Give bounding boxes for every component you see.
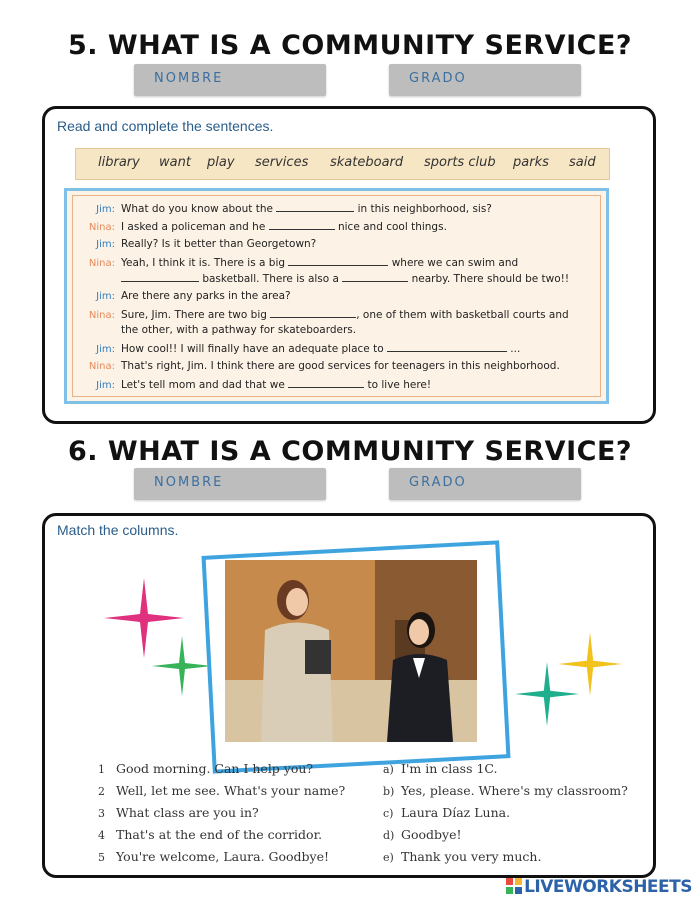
dialogue-text: Are there any parks in the area? — [121, 290, 291, 302]
speaker-label: Jim: — [96, 291, 115, 302]
match-text: You're welcome, Laura. Goodbye! — [116, 849, 330, 864]
speaker-label: Jim: — [96, 380, 115, 391]
match-right-item[interactable] — [383, 849, 541, 864]
match-number: b) — [383, 785, 395, 798]
dialogue-line — [73, 290, 291, 302]
word-bank-item: sports club — [424, 155, 496, 170]
dialogue-box — [64, 188, 609, 404]
speaker-label: Nina: — [88, 310, 115, 321]
match-left-item[interactable] — [98, 827, 322, 842]
name-label-5: NOMBRE — [154, 71, 224, 86]
match-number: 3 — [98, 807, 105, 820]
dialogue-text: I asked a policeman and he — [121, 221, 269, 233]
word-bank-item: library — [98, 155, 140, 170]
match-number: e) — [383, 851, 394, 864]
word-bank-item: parks — [513, 155, 549, 170]
name-field-6[interactable] — [134, 468, 326, 500]
match-right-item[interactable] — [383, 761, 498, 776]
match-text: Well, let me see. What's your name? — [116, 783, 346, 798]
school-photo — [225, 560, 477, 742]
dialogue-line — [73, 342, 520, 355]
dialogue-text: nice and cool things. — [334, 221, 447, 233]
match-number: a) — [383, 763, 394, 776]
answer-blank[interactable] — [342, 272, 408, 282]
dialogue-text: How cool!! I will finally have an adequate place to — [121, 343, 387, 355]
section6-title: 6. WHAT IS A COMMUNITY SERVICE? — [67, 436, 633, 467]
liveworksheets-logo-icon — [506, 878, 522, 894]
section5-title: 5. WHAT IS A COMMUNITY SERVICE? — [67, 30, 633, 61]
word-bank-item: skateboard — [330, 155, 404, 170]
name-field-5[interactable] — [134, 64, 326, 96]
grade-label-5: GRADO — [409, 71, 467, 86]
liveworksheets-brand: LIVEWORKSHEETS — [524, 877, 692, 897]
dialogue-text: , one of them with basketball courts and — [356, 309, 569, 321]
dialogue-line — [73, 256, 518, 269]
match-right-item[interactable] — [383, 805, 510, 820]
answer-blank[interactable] — [270, 308, 356, 318]
green-sparkle-icon — [152, 636, 212, 696]
match-text: Good morning. Can I help you? — [116, 761, 314, 776]
grade-field-5[interactable] — [389, 64, 581, 96]
answer-blank[interactable] — [269, 220, 335, 230]
match-right-item[interactable] — [383, 783, 628, 798]
dialogue-text: in this neighborhood, sis? — [354, 203, 492, 215]
match-text: Thank you very much. — [401, 849, 542, 864]
match-number: 2 — [98, 785, 105, 798]
word-bank-item: services — [255, 155, 309, 170]
speaker-label: Jim: — [96, 204, 115, 215]
match-left-item[interactable] — [98, 761, 313, 776]
dialogue-line — [73, 238, 316, 250]
dialogue-line — [73, 272, 569, 285]
speaker-label: Jim: — [96, 344, 115, 355]
dialogue-text: Really? Is it better than Georgetown? — [121, 238, 317, 250]
teal-sparkle-icon — [515, 662, 579, 726]
match-text: I'm in class 1C. — [401, 761, 498, 776]
dialogue-line — [73, 308, 569, 321]
match-number: c) — [383, 807, 394, 820]
match-left-item[interactable] — [98, 783, 345, 798]
dialogue-line — [73, 378, 431, 391]
answer-blank[interactable] — [288, 256, 388, 266]
dialogue-text: What do you know about the — [121, 203, 277, 215]
speaker-label: Nina: — [88, 258, 115, 269]
match-text: Laura Díaz Luna. — [401, 805, 511, 820]
dialogue-text: basketball. There is also a — [199, 273, 343, 285]
match-number: 5 — [98, 851, 105, 864]
dialogue-text: where we can swim and — [388, 257, 519, 269]
match-text: Goodbye! — [401, 827, 462, 842]
match-number: 4 — [98, 829, 105, 842]
speaker-label: Jim: — [96, 239, 115, 250]
match-left-item[interactable] — [98, 849, 329, 864]
dialogue-text: nearby. There should be two!! — [408, 273, 570, 285]
liveworksheets-logo[interactable] — [506, 877, 692, 897]
answer-blank[interactable] — [276, 202, 354, 212]
word-bank-item: said — [569, 155, 596, 170]
section6-instruction: Match the columns. — [57, 522, 179, 538]
dialogue-text: to live here! — [364, 379, 432, 391]
dialogue-text: That's right, Jim. I think there are good services for teenagers in this neighborhood. — [121, 360, 560, 372]
section5-instruction: Read and complete the sentences. — [57, 118, 274, 134]
match-text: What class are you in? — [116, 805, 259, 820]
match-right-item[interactable] — [383, 827, 462, 842]
answer-blank[interactable] — [288, 378, 364, 388]
match-text: That's at the end of the corridor. — [116, 827, 323, 842]
match-number: 1 — [98, 763, 105, 776]
dialogue-line — [73, 202, 492, 215]
grade-field-6[interactable] — [389, 468, 581, 500]
dialogue-text: Sure, Jim. There are two big — [121, 309, 271, 321]
dialogue-inner — [72, 195, 601, 397]
speaker-label: Nina: — [88, 222, 115, 233]
match-left-item[interactable] — [98, 805, 259, 820]
dialogue-text: Let's tell mom and dad that we — [121, 379, 289, 391]
word-bank-item: want — [159, 155, 191, 170]
dialogue-text: the other, with a pathway for skateboarders. — [121, 324, 357, 336]
answer-blank[interactable] — [121, 272, 199, 282]
word-bank-item: play — [207, 155, 235, 170]
match-number: d) — [383, 829, 395, 842]
word-bank — [75, 148, 610, 180]
grade-label-6: GRADO — [409, 475, 467, 490]
name-label-6: NOMBRE — [154, 475, 224, 490]
speaker-label: Nina: — [88, 361, 115, 372]
dialogue-line — [73, 360, 560, 372]
answer-blank[interactable] — [387, 342, 507, 352]
dialogue-line — [73, 324, 356, 336]
match-text: Yes, please. Where's my classroom? — [401, 783, 628, 798]
dialogue-line — [73, 220, 447, 233]
dialogue-text: ... — [506, 343, 521, 355]
dialogue-text: Yeah, I think it is. There is a big — [121, 257, 289, 269]
